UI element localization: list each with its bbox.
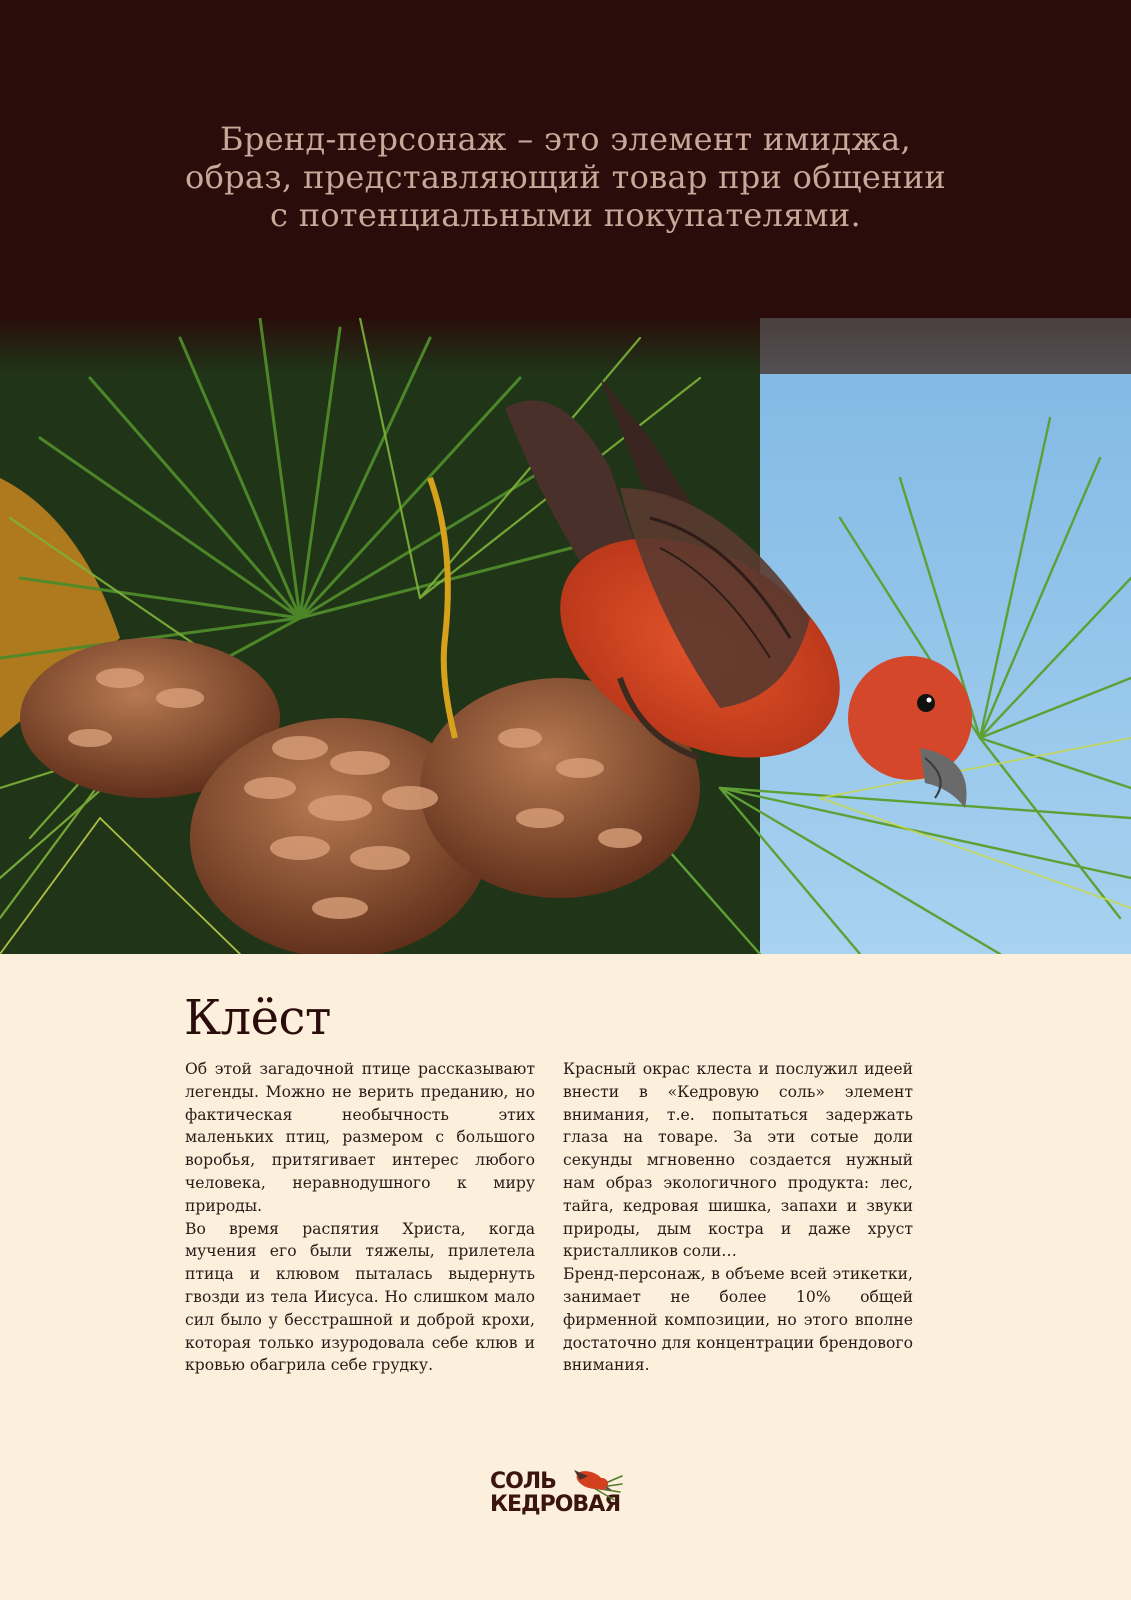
crossbill-logo-icon (564, 1462, 624, 1502)
crossbill-photo (0, 318, 1131, 954)
paragraph: Во время распятия Христа, когда мучения его были тяжелы, прилетела птица и клювом пыталась выдернуть гвозди из тела Иисуса. Но слишком мало сил было у бесстрашной и доброй крохи, которая только изуродовала себе клюв и кровью обагрила себе грудку. (185, 1219, 535, 1375)
paragraph: Об этой загадочной птице рассказывают легенды. Можно не верить преданию, но фактическая необычность этих маленьких птиц, размером с большого воробья, притягивает интерес любого человека, неравнодушного к миру природы. (185, 1060, 535, 1215)
quote-line: с потенциальными покупателями. (270, 196, 861, 234)
right-column (563, 1058, 913, 1377)
brand-logo (490, 1462, 640, 1532)
paragraph: Красный окрас клеста и послужил идеей внести в «Кедровую соль» элемент внимания, т.е. попытаться задержать глаза на товаре. За эти сотые доли секунды мгновенно создается нужный нам образ экологичного продукта: лес, тайга, кедровая шишка, запахи и звуки природы, дым костра и даже хруст кристалликов соли… (563, 1060, 913, 1261)
crossbill-illustration (0, 318, 1131, 954)
article-title: Клёст (184, 990, 331, 1046)
quote-line: Бренд-персонаж – это элемент имиджа, (220, 120, 911, 158)
header-banner (0, 0, 1131, 318)
left-column (185, 1058, 535, 1377)
logo-line-2: КЕДРОВАЯ (490, 1492, 621, 1517)
brand-quote (0, 120, 1131, 234)
paragraph: Бренд-персонаж, в объеме всей этикетки, занимает не более 10% общей фирменной композиции, но этого вполне достаточно для концентрации брендового внимания. (563, 1265, 913, 1375)
logo-line-1: СОЛЬ (490, 1469, 556, 1494)
quote-line: образ, представляющий товар при общении (185, 158, 946, 196)
